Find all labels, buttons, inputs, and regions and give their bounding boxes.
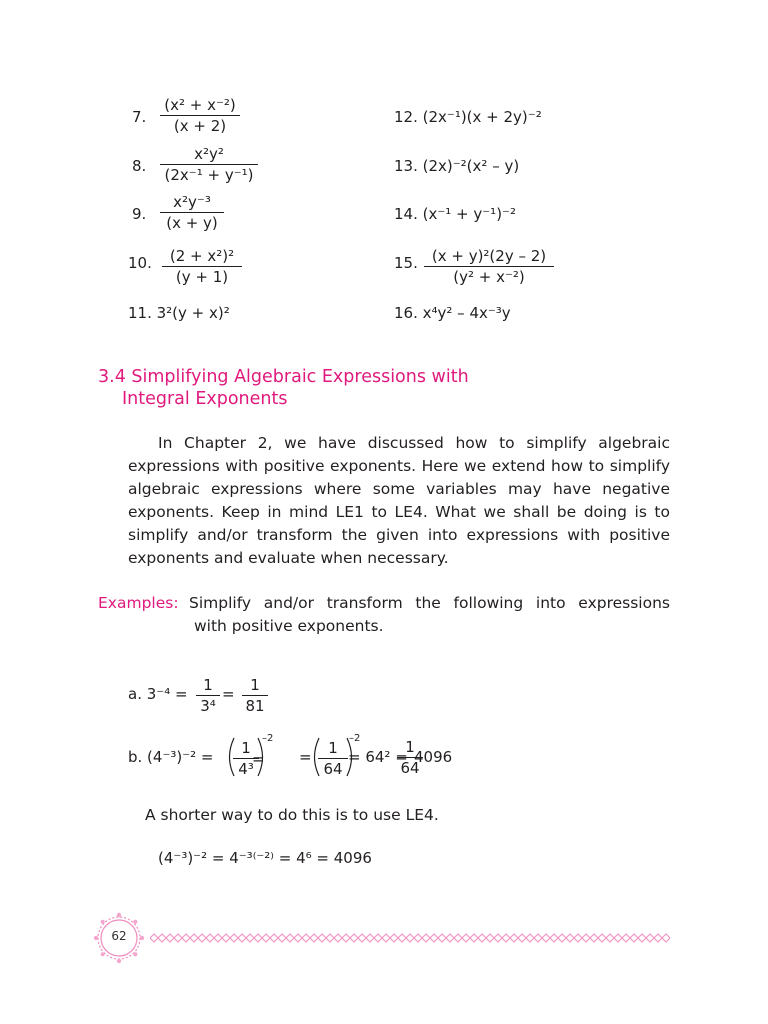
decorative-diamond-border <box>150 932 670 944</box>
example-a-fraction-2 <box>242 676 268 715</box>
exercise-16: 16. x⁴y² – 4x⁻³y <box>394 304 511 322</box>
example-b-exponent-2: –2 <box>349 733 361 744</box>
exercise-8-denominator: (2x⁻¹ + y⁻¹) <box>160 164 258 184</box>
exercise-10-label: 10. <box>128 254 152 272</box>
examples-label: Examples: <box>98 594 179 612</box>
example-a-fraction-1 <box>196 676 220 715</box>
shorter-way-equation: (4⁻³)⁻² = 4⁻³⁽⁻²⁾ = 4⁶ = 4096 <box>158 849 372 867</box>
example-b-equals-2: = <box>299 748 312 766</box>
examples-instruction-line-2: with positive exponents. <box>194 617 384 635</box>
example-b-lhs: b. (4⁻³)⁻² = <box>128 748 214 766</box>
exercise-7-numerator: (x² + x⁻²) <box>164 96 236 114</box>
example-a-fraction-2-denominator: 81 <box>242 695 268 715</box>
example-a-fraction-2-numerator: 1 <box>250 676 260 694</box>
example-b-fraction-2-denominator: 64 <box>318 758 348 778</box>
intro-paragraph: In Chapter 2, we have discussed how to simplify algebraic expressions with positive exponents. Here we extend how to simplify algebraic expressions where some variables may have negative exponents. Keep in mind LE1 to LE4. What we shall be doing is to simplify and/or transform the given into expressions with positive exponents and evaluate when necessary. <box>128 434 670 567</box>
example-b-exponent-1: –2 <box>262 733 274 744</box>
exercise-15-label: 15. <box>394 254 418 272</box>
page-number: 62 <box>111 929 127 943</box>
exercise-10-numerator: (2 + x²)² <box>169 247 235 265</box>
exercise-15-numerator: (x + y)²(2y – 2) <box>431 247 547 265</box>
example-b-fraction-3-denominator: 64 <box>397 757 423 777</box>
exercise-13: 13. (2x)⁻²(x² – y) <box>394 157 520 175</box>
exercise-9-denominator: (x + y) <box>160 212 224 232</box>
section-title-line-2: Integral Exponents <box>122 389 288 409</box>
example-b-equals-1: = <box>252 750 265 768</box>
exercise-15-denominator: (y² + x⁻²) <box>424 266 554 286</box>
example-a-fraction-1-denominator: 3⁴ <box>196 695 220 715</box>
example-b-fraction-2-numerator: 1 <box>328 739 338 757</box>
exercise-10-fraction <box>162 247 242 286</box>
example-b-rest: = 64² = <box>348 748 408 766</box>
exercise-8-label: 8. <box>132 157 147 175</box>
exercise-8-fraction <box>160 145 258 184</box>
exercise-8-numerator: x²y² <box>194 145 224 163</box>
section-title-line-1: 3.4 Simplifying Algebraic Expressions with <box>98 367 469 387</box>
exercise-9-fraction <box>160 193 224 232</box>
exercise-12: 12. (2x⁻¹)(x + 2y)⁻² <box>394 108 542 126</box>
example-b-fraction-2 <box>318 739 348 778</box>
example-a-fraction-1-numerator: 1 <box>203 676 213 694</box>
examples-instruction-line-1: Simplify and/or transform the following into expressions <box>189 594 670 612</box>
example-b-fraction-1-numerator: 1 <box>241 739 251 757</box>
exercise-7-label: 7. <box>132 108 147 126</box>
exercise-11: 11. 3²(y + x)² <box>128 304 230 322</box>
exercise-7-fraction <box>160 96 240 135</box>
exercise-15-fraction <box>424 247 554 286</box>
example-a-lhs: a. 3⁻⁴ = <box>128 685 188 703</box>
example-b-fraction-1-denominator: 4³ <box>233 758 259 778</box>
exercise-10-denominator: (y + 1) <box>162 266 242 286</box>
exercise-7-denominator: (x + 2) <box>160 115 240 135</box>
example-b-result: 4096 <box>414 748 453 766</box>
exercise-9-label: 9. <box>132 205 147 223</box>
exercise-9-numerator: x²y⁻³ <box>173 193 211 211</box>
example-b-fraction-3-numerator: 1 <box>405 738 415 756</box>
example-a-equals: = <box>222 685 235 703</box>
exercise-14: 14. (x⁻¹ + y⁻¹)⁻² <box>394 205 516 223</box>
shorter-way-note: A shorter way to do this is to use LE4. <box>145 806 439 824</box>
